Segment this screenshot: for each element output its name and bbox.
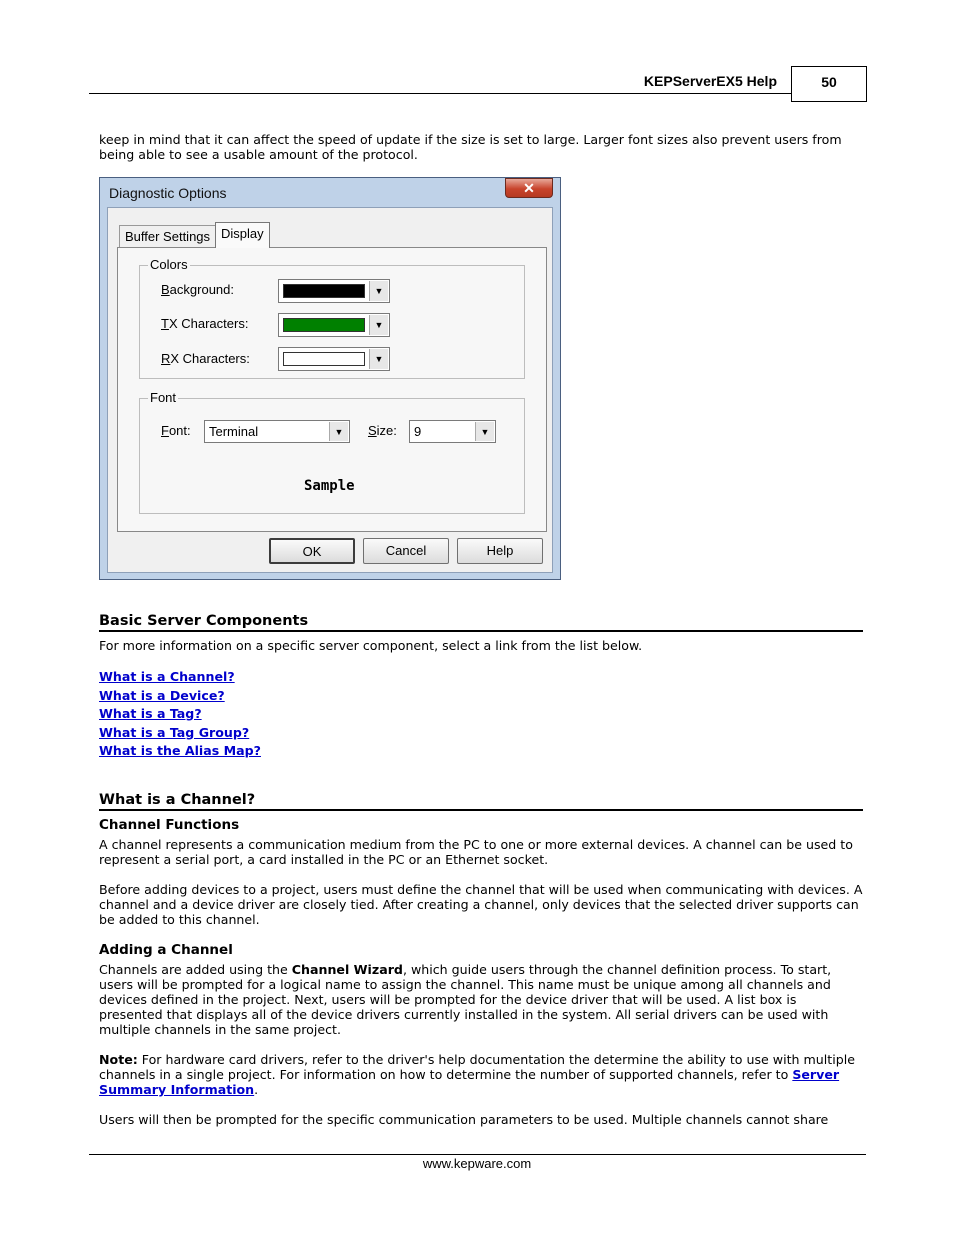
size-label: Size: bbox=[368, 423, 397, 438]
close-icon[interactable]: ✕ bbox=[505, 178, 553, 198]
text-line: Channels are added using the Channel Wizard, which guide users through the channel definition process. To start, bbox=[99, 962, 832, 977]
rx-characters-label: RX Characters: bbox=[161, 351, 250, 366]
section-heading-channel: What is a Channel? bbox=[99, 792, 863, 811]
subheading-adding-channel: Adding a Channel bbox=[99, 942, 233, 958]
tx-color-dropdown[interactable] bbox=[278, 313, 390, 337]
section-heading-basic-components: Basic Server Components bbox=[99, 613, 863, 632]
font-value: Terminal bbox=[209, 424, 259, 439]
text-line: Before adding devices to a project, users must define the channel that will be used when communicating with devices. A bbox=[99, 882, 863, 897]
background-label: Background: bbox=[161, 282, 234, 297]
size-dropdown[interactable] bbox=[409, 420, 496, 443]
component-link-list bbox=[99, 668, 863, 761]
text-line: multiple channels in the same project. bbox=[99, 1022, 341, 1037]
rx-color-dropdown[interactable] bbox=[278, 347, 390, 371]
page-header-title: KEPServerEX5 Help bbox=[643, 73, 777, 89]
dialog-body bbox=[107, 207, 553, 573]
tab-display[interactable]: Display bbox=[215, 222, 270, 248]
chevron-down-icon[interactable]: ▼ bbox=[475, 422, 494, 441]
ok-button[interactable]: OK bbox=[269, 538, 355, 564]
font-sample: Sample bbox=[304, 478, 355, 494]
colors-group-label: Colors bbox=[150, 257, 188, 272]
chevron-down-icon[interactable]: ▼ bbox=[369, 281, 388, 301]
size-value: 9 bbox=[414, 424, 422, 439]
link-what-is-device[interactable]: What is a Device? bbox=[99, 687, 225, 703]
text-line: users will be prompted for a logical name to assign the channel. This name must be unique among all channels and bbox=[99, 977, 831, 992]
colors-group bbox=[139, 257, 525, 379]
cancel-button[interactable]: Cancel bbox=[363, 538, 449, 564]
font-dropdown[interactable] bbox=[204, 420, 350, 443]
basic-intro: For more information on a specific server component, select a link from the list below. bbox=[99, 638, 643, 653]
intro-paragraph bbox=[99, 132, 863, 162]
tx-color-swatch bbox=[283, 318, 365, 332]
display-tab-panel bbox=[117, 247, 547, 532]
help-button[interactable]: Help bbox=[457, 538, 543, 564]
dialog-title: Diagnostic Options bbox=[109, 185, 227, 201]
text-line: channel and a device driver are closely tied. After creating a channel, only devices that the selected driver supports can bbox=[99, 897, 859, 912]
header-rule bbox=[89, 93, 791, 94]
text-line: Note: For hardware card drivers, refer to the driver's help documentation the determine the ability to use with multiple bbox=[99, 1052, 855, 1067]
intro-line: being able to see a usable amount of the protocol. bbox=[99, 147, 418, 162]
text-line: A channel represents a communication medium from the PC to one or more external devices. A channel can be used to bbox=[99, 837, 853, 852]
diagnostic-options-dialog bbox=[99, 177, 561, 580]
font-group-label: Font bbox=[150, 390, 177, 405]
link-server-summary-information[interactable]: Server bbox=[792, 1067, 840, 1082]
link-server-summary-information[interactable]: Summary Information bbox=[99, 1082, 255, 1097]
link-what-is-tag-group[interactable]: What is a Tag Group? bbox=[99, 724, 250, 740]
chevron-down-icon[interactable]: ▼ bbox=[369, 349, 388, 369]
channel-functions-paragraph-1 bbox=[99, 837, 863, 867]
footer-url: www.kepware.com bbox=[422, 1156, 532, 1171]
subheading-channel-functions: Channel Functions bbox=[99, 817, 240, 833]
channel-functions-paragraph-2 bbox=[99, 882, 863, 927]
text-line: channels in a single project. For information on how to determine the number of supported channels, refer to Server bbox=[99, 1067, 840, 1082]
text-line: represent a serial port, a card installed in the PC or an Ethernet socket. bbox=[99, 852, 549, 867]
parameters-paragraph: Users will then be prompted for the specific communication parameters to be used. Multiple channels cannot share bbox=[99, 1112, 829, 1127]
font-group bbox=[139, 390, 525, 514]
background-color-dropdown[interactable] bbox=[278, 279, 390, 303]
link-what-is-tag[interactable]: What is a Tag? bbox=[99, 706, 202, 721]
background-color-swatch bbox=[283, 284, 365, 298]
note-paragraph bbox=[99, 1052, 863, 1097]
tx-characters-label: TX Characters: bbox=[161, 316, 249, 331]
page-number: 50 bbox=[791, 66, 867, 102]
text-line: be added to this channel. bbox=[99, 912, 260, 927]
text-line: presented that displays all of the device drivers currently installed in the system. All serial drivers can be used with bbox=[99, 1007, 829, 1022]
text-line: devices defined in the project. Next, users will be prompted for the device driver that will be used. A list box is bbox=[99, 992, 797, 1007]
adding-channel-paragraph bbox=[99, 962, 863, 1037]
rx-color-swatch bbox=[283, 352, 365, 366]
footer-rule bbox=[89, 1154, 866, 1155]
text-line: Summary Information. bbox=[99, 1082, 259, 1097]
chevron-down-icon[interactable]: ▼ bbox=[369, 315, 388, 335]
chevron-down-icon[interactable]: ▼ bbox=[329, 422, 348, 441]
link-what-is-alias-map[interactable]: What is the Alias Map? bbox=[99, 743, 261, 758]
link-what-is-channel[interactable]: What is a Channel? bbox=[99, 669, 235, 684]
tab-buffer-settings[interactable]: Buffer Settings bbox=[119, 225, 216, 248]
font-label: Font: bbox=[161, 423, 191, 438]
intro-line: keep in mind that it can affect the speed of update if the size is set to large. Larger font sizes also prevent users from bbox=[99, 132, 842, 147]
